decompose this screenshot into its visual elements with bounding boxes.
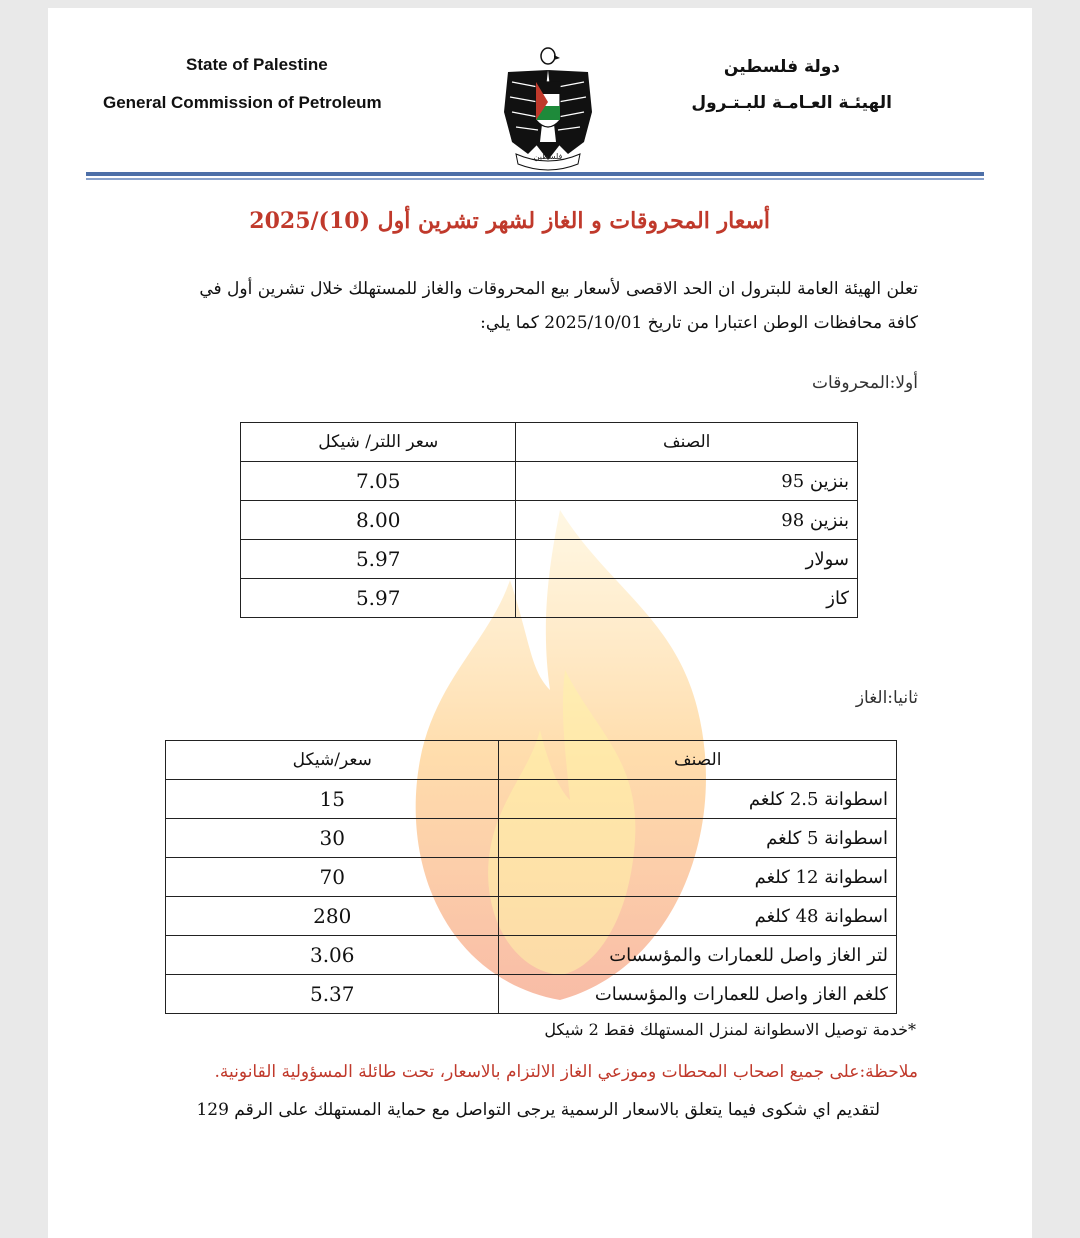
gas-name: اسطوانة 5 كلغم <box>499 819 897 858</box>
gas-section-label: ثانيا:الغاز <box>855 688 918 708</box>
table-header-row <box>241 423 858 462</box>
header-rule <box>86 172 984 176</box>
table-row <box>166 975 897 1014</box>
warning-note: ملاحظة:على جميع اصحاب المحطات وموزعي الغاز الالتزام بالاسعار، تحت طائلة المسؤولية القانونية. <box>214 1062 918 1082</box>
table-row <box>166 936 897 975</box>
header-ar-line1: دولة فلسطين <box>723 57 840 77</box>
fuel-price: 5.97 <box>241 540 516 579</box>
gas-name: اسطوانة 12 كلغم <box>499 858 897 897</box>
complaints-note: لتقديم اي شكوى فيما يتعلق بالاسعار الرسمية يرجى التواصل مع حماية المستهلك على الرقم 129 <box>196 1100 880 1120</box>
delivery-note: *خدمة توصيل الاسطوانة لمنزل المستهلك فقط 2 شيكل <box>544 1020 916 1039</box>
gas-name: اسطوانة 48 كلغم <box>499 897 897 936</box>
header-en-line2: General Commission of Petroleum <box>103 93 382 112</box>
table-row <box>241 540 858 579</box>
table-header-row <box>166 741 897 780</box>
table-row <box>241 579 858 618</box>
fuel-name: بنزين 95 <box>516 462 858 501</box>
gas-header-type: الصنف <box>499 741 897 780</box>
fuel-header-type: الصنف <box>516 423 858 462</box>
gas-table <box>165 740 897 1014</box>
gas-name: كلغم الغاز واصل للعمارات والمؤسسات <box>499 975 897 1014</box>
page-title: أسعار المحروقات و الغاز لشهر تشرين أول (10)/2025 <box>249 208 770 234</box>
fuel-price: 7.05 <box>241 462 516 501</box>
emblem-caption: فلسطين <box>533 152 563 161</box>
fuel-name: بنزين 98 <box>516 501 858 540</box>
table-row <box>241 501 858 540</box>
gas-price: 70 <box>166 858 499 897</box>
fuel-name: سولار <box>516 540 858 579</box>
intro-line1: تعلن الهيئة العامة للبترول ان الحد الاقصى لأسعار بيع المحروقات والغاز للمستهلك خلال تشرين أول في <box>199 279 918 299</box>
fuel-name: كاز <box>516 579 858 618</box>
fuel-price: 8.00 <box>241 501 516 540</box>
gas-price: 3.06 <box>166 936 499 975</box>
fuel-section-label: أولا:المحروقات <box>812 373 918 393</box>
fuel-table <box>240 422 858 618</box>
gas-price: 280 <box>166 897 499 936</box>
intro-paragraph <box>150 272 918 340</box>
intro-line2: كافة محافظات الوطن اعتبارا من تاريخ 2025/10/01 كما يلي: <box>480 313 918 333</box>
table-row <box>166 780 897 819</box>
gas-price: 30 <box>166 819 499 858</box>
header-en-line1: State of Palestine <box>186 55 328 74</box>
gas-price: 5.37 <box>166 975 499 1014</box>
table-row <box>166 819 897 858</box>
header-rule-thin <box>86 178 984 180</box>
gas-name: اسطوانة 2.5 كلغم <box>499 780 897 819</box>
fuel-price: 5.97 <box>241 579 516 618</box>
fuel-header-price: سعر اللتر/ شيكل <box>241 423 516 462</box>
gas-price: 15 <box>166 780 499 819</box>
table-row <box>166 897 897 936</box>
gas-header-price: سعر/شيكل <box>166 741 499 780</box>
table-row <box>241 462 858 501</box>
gas-name: لتر الغاز واصل للعمارات والمؤسسات <box>499 936 897 975</box>
header-ar-line2: الهيئـة العـامـة للبـتـرول <box>691 93 892 113</box>
table-row <box>166 858 897 897</box>
